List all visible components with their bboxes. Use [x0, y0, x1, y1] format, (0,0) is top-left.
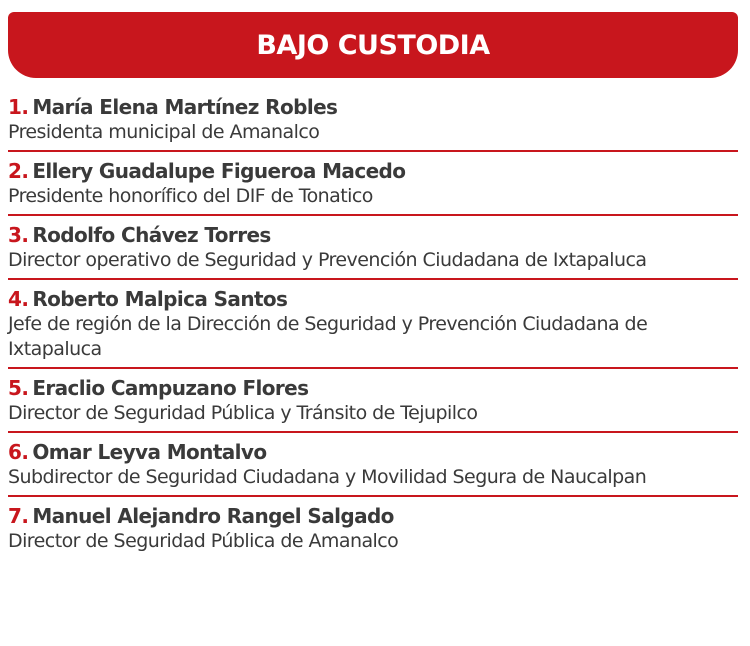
entry-number: 6.: [8, 440, 29, 464]
entry-name: Eraclio Campuzano Flores: [32, 376, 309, 400]
entry-name: Rodolfo Chávez Torres: [32, 223, 271, 247]
entry-role: Presidente honorífico del DIF de Tonatico: [8, 185, 373, 207]
entry-name-line: [8, 94, 738, 120]
entry-name: Roberto Malpica Santos: [32, 287, 288, 311]
header-banner: [8, 12, 738, 78]
entry-name: Omar Leyva Montalvo: [32, 440, 267, 464]
entry-name-line: [8, 375, 738, 401]
entry-number: 3.: [8, 223, 29, 247]
entry-role: Presidenta municipal de Amanalco: [8, 121, 320, 143]
entry-name-line: [8, 503, 738, 529]
list-item: [8, 433, 738, 497]
entry-role: Jefe de región de la Dirección de Seguridad y Prevención Ciudadana de Ixtapaluca: [8, 313, 648, 360]
entry-name: Ellery Guadalupe Figueroa Macedo: [32, 159, 406, 183]
list-item: [8, 369, 738, 433]
header-title: BAJO CUSTODIA: [256, 29, 490, 61]
entry-name-line: [8, 439, 738, 465]
list-item: [8, 216, 738, 280]
entry-name-line: [8, 158, 738, 184]
entry-name-line: [8, 222, 738, 248]
list-item: [8, 152, 738, 216]
entry-number: 4.: [8, 287, 29, 311]
entry-role: Subdirector de Seguridad Ciudadana y Movilidad Segura de Naucalpan: [8, 466, 647, 488]
list-item: [8, 88, 738, 152]
entry-name: María Elena Martínez Robles: [32, 95, 338, 119]
entry-number: 7.: [8, 504, 29, 528]
entry-role: Director de Seguridad Pública de Amanalco: [8, 530, 399, 552]
entry-role: Director de Seguridad Pública y Tránsito de Tejupilco: [8, 402, 478, 424]
entry-name-line: [8, 286, 738, 312]
list-item: [8, 497, 738, 559]
entry-number: 1.: [8, 95, 29, 119]
entry-name: Manuel Alejandro Rangel Salgado: [32, 504, 394, 528]
entry-role: Director operativo de Seguridad y Prevención Ciudadana de Ixtapaluca: [8, 249, 647, 271]
list-item: [8, 280, 738, 369]
entry-number: 5.: [8, 376, 29, 400]
custody-list: [8, 88, 738, 559]
entry-number: 2.: [8, 159, 29, 183]
